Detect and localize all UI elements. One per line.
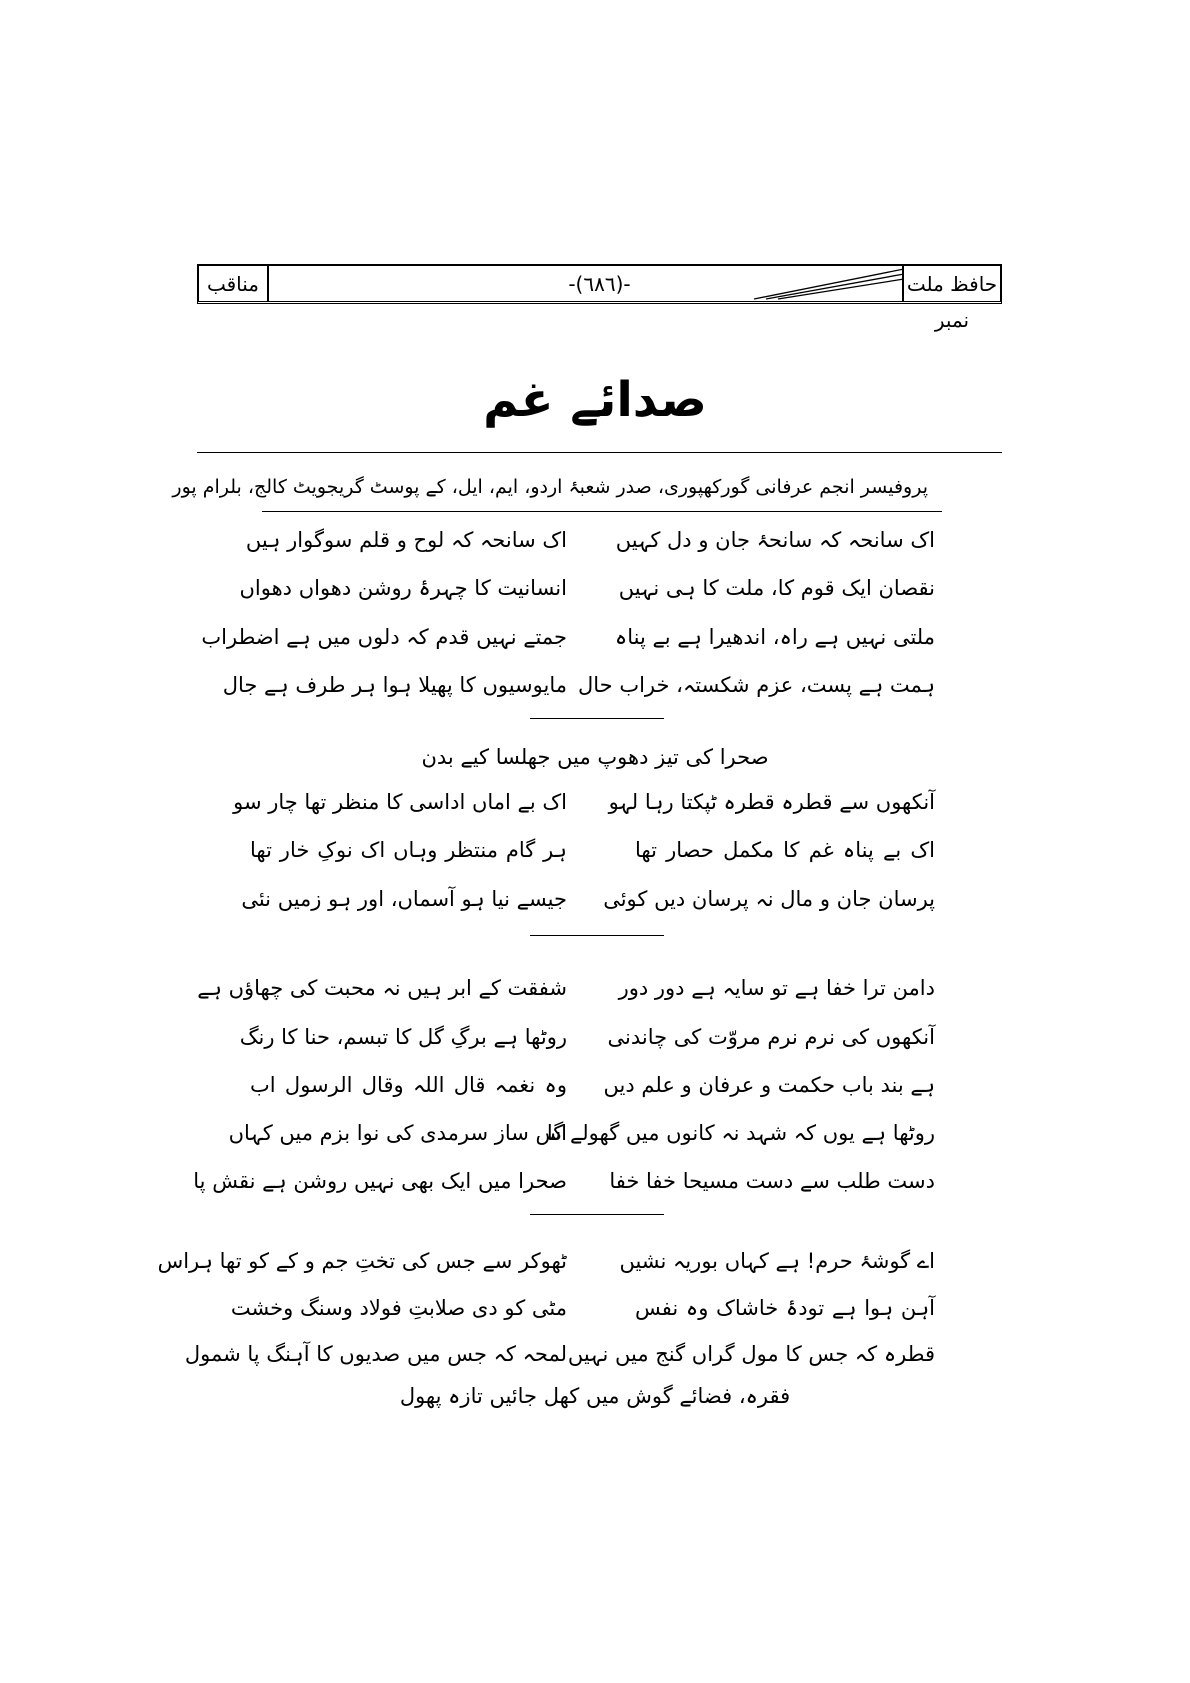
- stanza-divider: [530, 935, 664, 936]
- couplet: [0, 879, 1190, 919]
- verse-right: آنکھوں سے قطرہ قطرہ ٹپکتا رہا لہو: [608, 790, 935, 814]
- stanza-divider: [530, 1214, 664, 1215]
- verse-left: اک بے اماں اداسی کا منظر تھا چار سو: [233, 790, 567, 814]
- verse-left: جمتے نہیں قدم کہ دلوں میں ہے اضطراب: [201, 625, 567, 649]
- verse-right: آہن ہوا ہے تودۂ خاشاک وہ نفس: [635, 1296, 935, 1320]
- couplet: [0, 1113, 1190, 1153]
- verse-right: روٹھا ہے یوں کہ شہد نہ کانوں میں گھولے گا: [546, 1121, 935, 1145]
- verse-right: دامن ترا خفا ہے تو سایہ ہے دور دور: [618, 976, 935, 1000]
- verse-right: ملتی نہیں ہے راہ، اندھیرا ہے بے پناہ: [614, 625, 935, 649]
- stanza-intro-line: صحرا کی تیز دھوپ میں جھلسا کیے بدن: [421, 745, 769, 769]
- couplet: [0, 1241, 1190, 1281]
- verse-right: ہمت ہے پست، عزم شکستہ، خراب حال: [578, 673, 935, 697]
- verse-left: روٹھا ہے برگِ گل کا تبسم، حنا کا رنگ: [239, 1025, 567, 1049]
- verse-left: انسانیت کا چہرۂ روشن دھواں دھواں: [239, 576, 567, 600]
- verse-left: مٹی کو دی صلابتِ فولاد وسنگ وخشت: [230, 1296, 567, 1320]
- author-divider: [262, 511, 942, 512]
- verse-left: شفقت کے ابر ہیں نہ محبت کی چھاؤں ہے: [197, 976, 567, 1000]
- verse-right: آنکھوں کی نرم نرم مروّت کی چاندنی: [607, 1025, 935, 1049]
- verse-left: لمحہ کہ جس میں صدیوں کا آہنگ پا شمول: [184, 1342, 567, 1366]
- verse-right: نقصان ایک قوم کا، ملت کا ہی نہیں: [618, 576, 935, 600]
- couplet: [0, 968, 1190, 1008]
- couplet: [0, 520, 1190, 560]
- verse-right: قطرہ کہ جس کا مول گراں گنج میں نہیں: [567, 1342, 935, 1366]
- verse-right: ہے بند باب حکمت و عرفان و علم دیں: [603, 1073, 935, 1097]
- page-number: -(٦٨٦)-: [568, 272, 631, 296]
- couplet: [0, 1065, 1190, 1105]
- verse-left: وہ نغمہ قال اللہ وقال الرسول اب: [250, 1073, 567, 1097]
- couplet: [0, 1161, 1190, 1201]
- couplet: [0, 1017, 1190, 1057]
- couplet: [0, 568, 1190, 608]
- verse-left: ٹھوکر سے جس کی تختِ جم و کے کو تھا ہراس: [157, 1249, 567, 1273]
- closing-line: فقرہ، فضائے گوش میں کھل جائیں تازہ پھول: [399, 1384, 791, 1408]
- stanza-divider: [530, 718, 664, 719]
- couplet: [0, 665, 1190, 705]
- verse-right: اک سانحہ کہ سانحۂ جان و دل کہیں: [615, 528, 935, 552]
- verse-left: جیسے نیا ہو آسماں، اور ہو زمیں نئی: [241, 887, 567, 911]
- verse-right: دست طلب سے دست مسیحا خفا خفا: [609, 1169, 935, 1193]
- header-ornament-right: [754, 266, 904, 302]
- verse-right: اک بے پناہ غم کا مکمل حصار تھا: [635, 838, 935, 862]
- couplet: [0, 830, 1190, 870]
- verse-right: اے گوشۂ حرم! ہے کہاں بوریہ نشیں: [619, 1249, 935, 1273]
- verse-left: اس ساز سرمدی کی نوا بزم میں کہاں: [228, 1121, 567, 1145]
- verse-left: مایوسیوں کا پھیلا ہوا ہر طرف ہے جال: [222, 673, 567, 697]
- journal-title: حافظ ملت نمبر: [902, 266, 1000, 301]
- verse-left: صحرا میں ایک بھی نہیں روشن ہے نقش پا: [193, 1169, 567, 1193]
- couplet: [0, 782, 1190, 822]
- couplet: [0, 1288, 1190, 1328]
- couplet: [0, 617, 1190, 657]
- title-divider: [197, 452, 1002, 453]
- verse-left: اک سانحہ کہ لوح و قلم سوگوار ہیں: [245, 528, 567, 552]
- poem-title: صدائے غم: [483, 372, 707, 428]
- page-header: [197, 264, 1002, 332]
- verse-left: ہر گام منتظر وہاں اک نوکِ خار تھا: [250, 838, 567, 862]
- couplet: [0, 1334, 1190, 1374]
- author-line: پروفیسر انجم عرفانی گورکھپوری، صدر شعبۂ اردو، ایم، ایل، کے پوسٹ گریجویٹ کالج، بلرام پور: [172, 476, 928, 498]
- verse-right: پرسان جان و مال نہ پرسان دیں کوئی: [603, 887, 935, 911]
- section-label: مناقب: [199, 266, 269, 301]
